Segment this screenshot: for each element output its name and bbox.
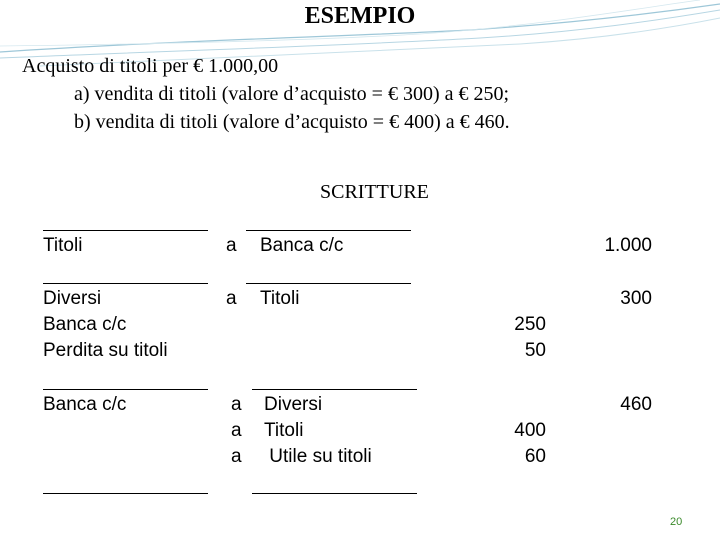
section-heading: SCRITTURE — [320, 181, 429, 203]
debit-account: Perdita su titoli — [43, 340, 168, 361]
partial-amount: 50 — [524, 340, 546, 361]
intro-line-purchase: Acquisto di titoli per € 1.000,00 — [22, 55, 279, 77]
connector-a: a — [226, 288, 237, 309]
journal-rule — [43, 493, 208, 494]
slide-title: ESEMPIO — [304, 3, 416, 29]
partial-amount: 400 — [514, 420, 546, 441]
connector-a: a — [231, 446, 242, 467]
total-amount: 460 — [620, 394, 652, 415]
debit-account: Banca c/c — [43, 314, 127, 335]
debit-account: Diversi — [43, 288, 102, 309]
credit-account: Titoli — [260, 288, 300, 309]
debit-account: Banca c/c — [43, 394, 127, 415]
connector-a: a — [231, 394, 242, 415]
intro-line-a: a) vendita di titoli (valore d’acquisto = € 300) a € 250; — [74, 83, 510, 105]
journal-rule — [246, 283, 411, 284]
connector-a: a — [226, 235, 237, 256]
total-amount: 300 — [620, 288, 652, 309]
journal-rule — [43, 230, 208, 231]
connector-a: a — [231, 420, 242, 441]
credit-account: Banca c/c — [260, 235, 344, 256]
journal-rule — [252, 389, 417, 390]
credit-account: Titoli — [264, 420, 304, 441]
journal-rule — [246, 230, 411, 231]
journal-rule — [43, 389, 208, 390]
journal-rule — [43, 283, 208, 284]
total-amount: 1.000 — [604, 235, 652, 256]
partial-amount: 250 — [514, 314, 546, 335]
credit-account: Diversi — [264, 394, 323, 415]
credit-account: Utile su titoli — [264, 446, 372, 467]
page-number: 20 — [670, 516, 683, 528]
journal-rule — [252, 493, 417, 494]
partial-amount: 60 — [524, 446, 546, 467]
intro-line-b: b) vendita di titoli (valore d’acquisto = € 400) a € 460. — [74, 111, 510, 133]
debit-account: Titoli — [43, 235, 83, 256]
